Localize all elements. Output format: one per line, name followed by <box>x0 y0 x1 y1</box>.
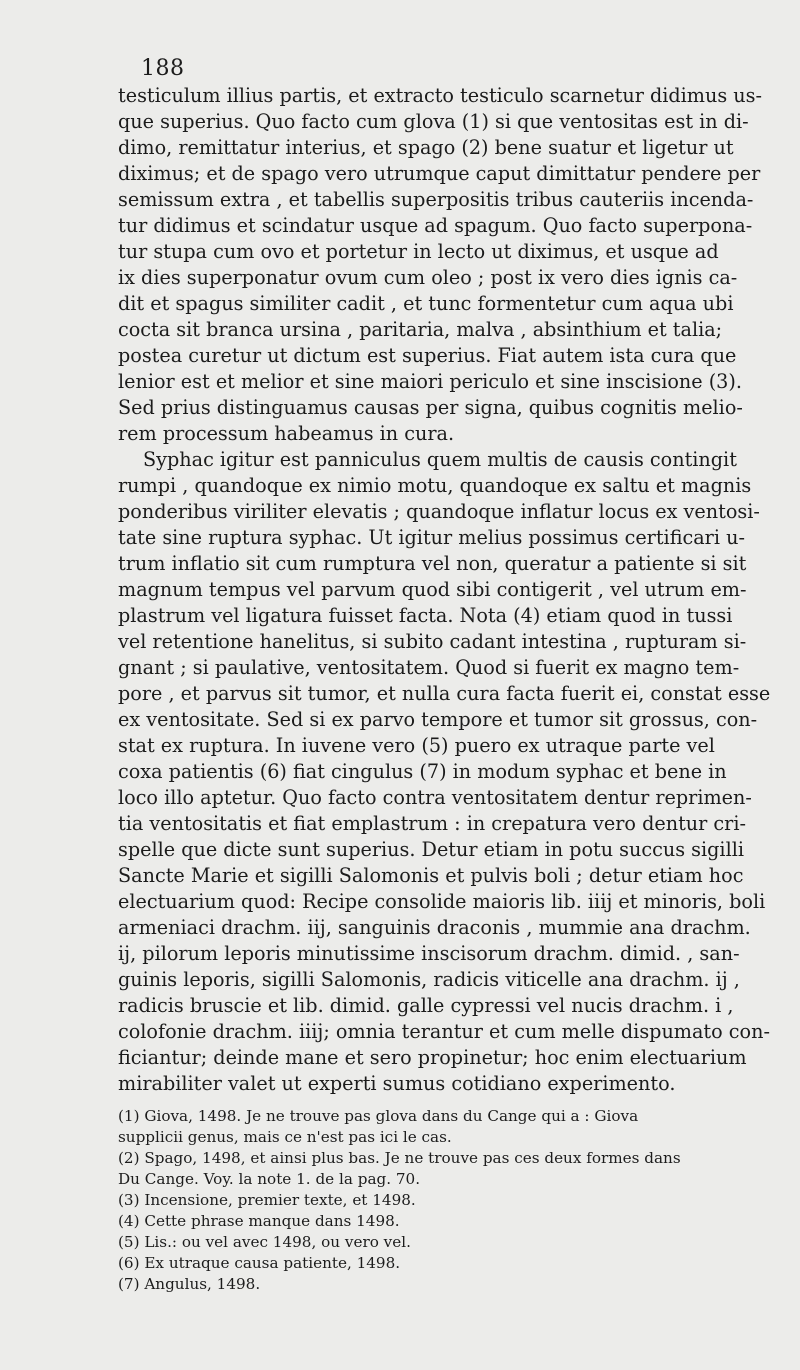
text-line: stat ex ruptura. In iuvene vero (5) puero ex utraque parte vel <box>118 734 715 757</box>
footnote-line: (5) Lis.: ou vel avec 1498, ou vero vel. <box>118 1233 411 1251</box>
footnote-line: (3) Incensione, premier texte, et 1498. <box>118 1191 416 1209</box>
text-line: tur stupa cum ovo et portetur in lecto ut diximus, et usque ad <box>118 240 719 263</box>
text-line: magnum tempus vel parvum quod sibi contigerit , vel utrum em- <box>118 578 747 601</box>
text-line: diximus; et de spago vero utrumque caput dimittatur pendere per <box>118 162 761 185</box>
text-line: Sed prius distinguamus causas per signa, quibus cognitis melio- <box>118 396 743 419</box>
text-line: rumpi , quandoque ex nimio motu, quandoque ex saltu et magnis <box>118 474 752 497</box>
paragraph-start-line: Syphac igitur est panniculus quem multis de causis contingit <box>143 448 737 471</box>
text-line: coxa patientis (6) fiat cingulus (7) in modum syphac et bene in <box>118 760 727 783</box>
footnote-line: (6) Ex utraque causa patiente, 1498. <box>118 1254 401 1272</box>
text-line: semissum extra , et tabellis superpositis tribus cauteriis incenda- <box>118 188 754 211</box>
footnote-line: (1) Giova, 1498. Je ne trouve pas glova dans du Cange qui a : Giova <box>118 1107 639 1125</box>
text-line: que superius. Quo facto cum glova (1) si que ventositas est in di- <box>118 110 749 133</box>
text-line: gnant ; si paulative, ventositatem. Quod si fuerit ex magno tem- <box>118 656 740 679</box>
text-line: ex ventositate. Sed si ex parvo tempore et tumor sit grossus, con- <box>118 708 758 731</box>
text-line: armeniaci drachm. iij, sanguinis draconis , mummie ana drachm. <box>118 916 751 939</box>
footnote-line: (2) Spago, 1498, et ainsi plus bas. Je ne trouve pas ces deux formes dans <box>118 1149 681 1167</box>
text-line: plastrum vel ligatura fuisset facta. Nota (4) etiam quod in tussi <box>118 604 733 627</box>
text-line: ij, pilorum leporis minutissime inscisorum drachm. dimid. , san- <box>118 942 740 965</box>
text-line: rem processum habeamus in cura. <box>118 422 455 445</box>
text-line: lenior est et melior et sine maiori periculo et sine inscisione (3). <box>118 370 742 393</box>
text-line: spelle que dicte sunt superius. Detur etiam in potu succus sigilli <box>118 838 744 861</box>
text-line: ponderibus viriliter elevatis ; quandoque inflatur locus ex ventosi- <box>118 500 760 523</box>
text-line: tate sine ruptura syphac. Ut igitur melius possimus certificari u- <box>118 526 745 549</box>
text-line: ix dies superponatur ovum cum oleo ; post ix vero dies ignis ca- <box>118 266 738 289</box>
text-line: Sancte Marie et sigilli Salomonis et pulvis boli ; detur etiam hoc <box>118 864 744 887</box>
text-line: dit et spagus similiter cadit , et tunc formentetur cum aqua ubi <box>118 292 734 315</box>
text-line: dimo, remittatur interius, et spago (2) bene suatur et ligetur ut <box>118 136 734 159</box>
text-line: pore , et parvus sit tumor, et nulla cura facta fuerit ei, constat esse <box>118 682 771 705</box>
text-line: cocta sit branca ursina , paritaria, malva , absinthium et talia; <box>118 318 723 341</box>
text-line: testiculum illius partis, et extracto testiculo scarnetur didimus us- <box>118 84 762 107</box>
text-line: ficiantur; deinde mane et sero propinetur; hoc enim electuarium <box>118 1046 747 1069</box>
text-line: loco illo aptetur. Quo facto contra ventositatem dentur reprimen- <box>118 786 752 809</box>
footnotes-block <box>118 1106 778 1295</box>
page-number: 188 <box>141 56 185 81</box>
text-line: radicis bruscie et lib. dimid. galle cypressi vel nucis drachm. i , <box>118 994 734 1017</box>
footnote-continuation-line: Du Cange. Voy. la note 1. de la pag. 70. <box>118 1170 421 1188</box>
text-line: guinis leporis, sigilli Salomonis, radicis viticelle ana drachm. ij , <box>118 968 740 991</box>
text-line: postea curetur ut dictum est superius. Fiat autem ista cura que <box>118 344 737 367</box>
footnote-line: (7) Angulus, 1498. <box>118 1275 261 1293</box>
main-text-block <box>118 83 771 1097</box>
text-line: tia ventositatis et fiat emplastrum : in crepatura vero dentur cri- <box>118 812 746 835</box>
text-line: trum inflatio sit cum rumptura vel non, queratur a patiente si sit <box>118 552 747 575</box>
text-line: tur didimus et scindatur usque ad spagum. Quo facto superpona- <box>118 214 753 237</box>
text-line: electuarium quod: Recipe consolide maioris lib. iiij et minoris, boli <box>118 890 766 913</box>
footnote-line: (4) Cette phrase manque dans 1498. <box>118 1212 400 1230</box>
text-line: vel retentione hanelitus, si subito cadant intestina , rupturam si- <box>118 630 747 653</box>
footnote-continuation-line: supplicii genus, mais ce n'est pas ici le cas. <box>118 1128 452 1146</box>
text-line: mirabiliter valet ut experti sumus cotidiano experimento. <box>118 1072 676 1095</box>
text-line: colofonie drachm. iiij; omnia terantur et cum melle dispumato con- <box>118 1020 770 1043</box>
